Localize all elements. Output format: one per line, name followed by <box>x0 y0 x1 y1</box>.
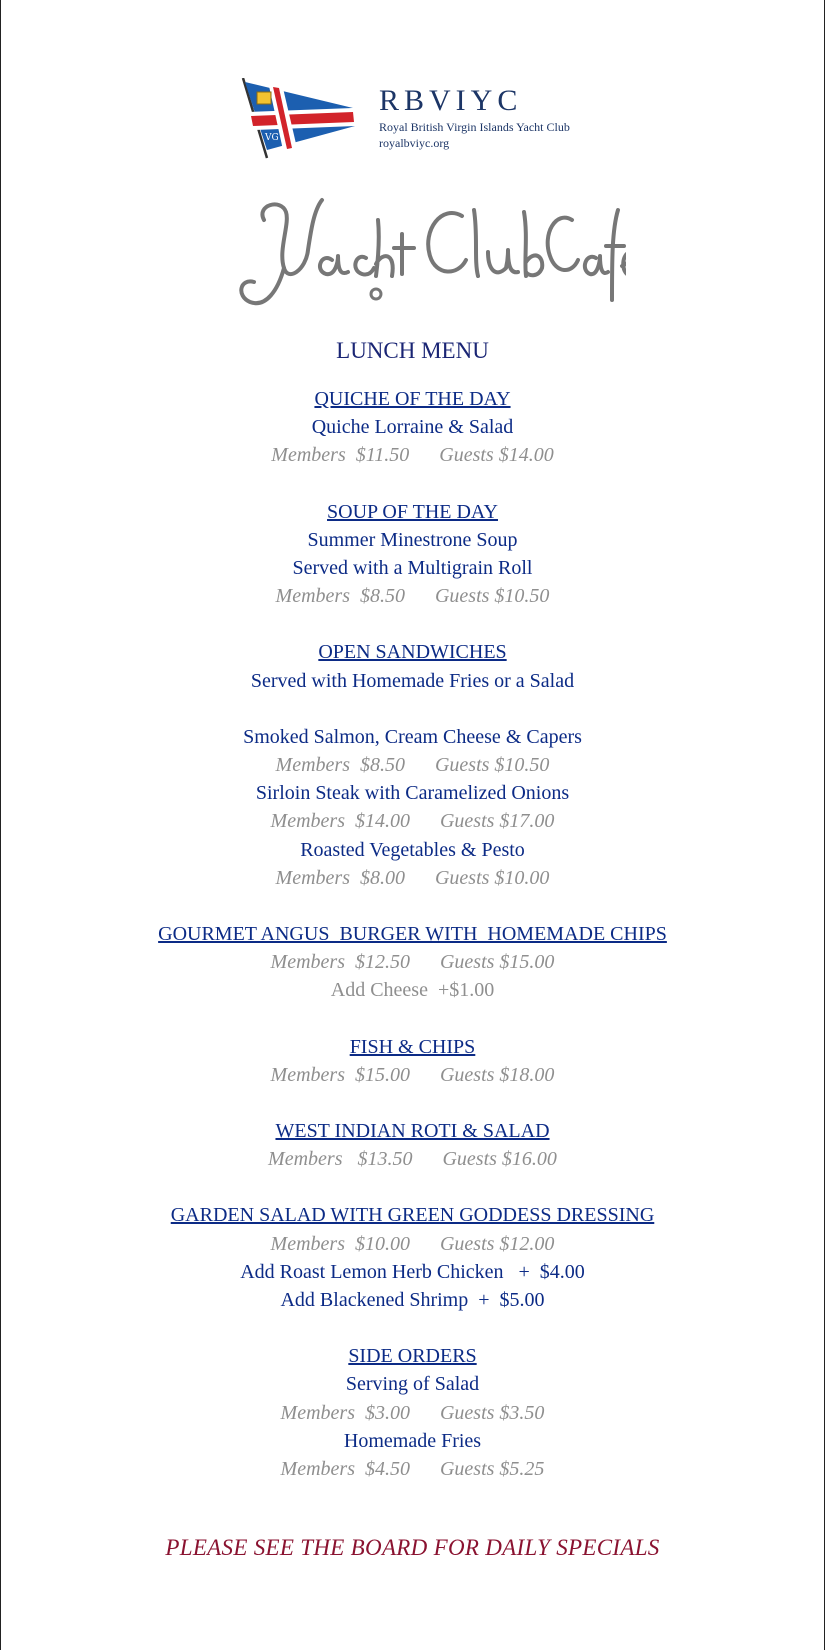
menu-item: Quiche Lorraine & Salad <box>311 416 514 439</box>
price-line <box>1 948 824 976</box>
members-price: Members $13.50 <box>268 1148 413 1171</box>
members-price: Members $14.00 <box>270 810 410 833</box>
section-sides <box>1 1342 824 1483</box>
section-subtitle: Served with Homemade Fries or a Salad <box>250 669 575 692</box>
section-heading: FISH & CHIPS <box>349 1035 476 1058</box>
club-flag-icon <box>241 78 366 160</box>
add-cheese-extra: Add Cheese +$1.00 <box>330 979 495 1002</box>
section-roti <box>1 1117 824 1173</box>
members-price: Members $8.00 <box>275 866 405 889</box>
club-logo <box>241 78 571 168</box>
price-line <box>1 441 824 469</box>
menu-item: Served with a Multigrain Roll <box>292 557 533 580</box>
menu-addon: Add Roast Lemon Herb Chicken + $4.00 <box>240 1260 585 1283</box>
section-heading: OPEN SANDWICHES <box>318 641 507 664</box>
members-price: Members $12.50 <box>270 951 410 974</box>
svg-text:VG: VG <box>265 133 279 143</box>
club-acronym: RBVIYC <box>379 84 523 117</box>
menu-addon: Add Blackened Shrimp + $5.00 <box>280 1289 545 1312</box>
section-heading: GARDEN SALAD WITH GREEN GODDESS DRESSING <box>170 1204 655 1227</box>
guests-price: Guests $10.50 <box>434 585 550 608</box>
guests-price: Guests $12.00 <box>439 1232 555 1255</box>
guests-price: Guests $16.00 <box>442 1148 557 1171</box>
guests-price: Guests $10.00 <box>434 866 550 889</box>
price-line <box>1 1145 824 1173</box>
section-heading: GOURMET ANGUS BURGER WITH HOMEMADE CHIPS <box>158 923 667 946</box>
members-price: Members $8.50 <box>275 585 405 608</box>
club-full-name: Royal British Virgin Islands Yacht Club <box>379 120 570 134</box>
menu-title: LUNCH MENU <box>336 338 489 363</box>
price-line <box>1 807 824 835</box>
members-price: Members $8.50 <box>275 754 405 777</box>
menu-item: Serving of Salad <box>345 1373 480 1396</box>
price-line <box>1 1399 824 1427</box>
lunch-menu <box>1 333 824 1483</box>
section-sandwiches <box>1 638 824 892</box>
cafe-rope-logo <box>226 190 626 315</box>
menu-item: Homemade Fries <box>343 1429 482 1452</box>
guests-price: Guests $3.50 <box>439 1401 545 1424</box>
price-line <box>1 1455 824 1483</box>
section-heading: QUICHE OF THE DAY <box>314 388 511 410</box>
guests-price: Guests $5.25 <box>439 1458 545 1481</box>
section-soup <box>1 498 824 611</box>
members-price: Members $4.50 <box>280 1458 410 1481</box>
members-price: Members $15.00 <box>270 1063 410 1086</box>
menu-item: Smoked Salmon, Cream Cheese & Capers <box>243 725 582 748</box>
menu-item: Summer Minestrone Soup <box>307 528 518 551</box>
price-line <box>1 864 824 892</box>
members-price: Members $3.00 <box>280 1401 410 1424</box>
price-line <box>1 1061 824 1089</box>
price-line <box>1 582 824 610</box>
club-website: royalbviyc.org <box>379 136 450 150</box>
members-price: Members $10.00 <box>270 1232 410 1255</box>
guests-price: Guests $17.00 <box>439 810 555 833</box>
members-price: Members $11.50 <box>271 444 410 467</box>
price-line <box>1 1230 824 1258</box>
guests-price: Guests $14.00 <box>439 444 554 467</box>
price-line <box>1 751 824 779</box>
section-heading: SOUP OF THE DAY <box>327 500 498 523</box>
section-burger <box>1 920 824 1005</box>
menu-item: Roasted Vegetables & Pesto <box>300 838 525 861</box>
guests-price: Guests $15.00 <box>439 951 555 974</box>
section-salad <box>1 1201 824 1314</box>
daily-specials-note: PLEASE SEE THE BOARD FOR DAILY SPECIALS <box>165 1535 660 1560</box>
guests-price: Guests $10.50 <box>434 754 550 777</box>
section-quiche <box>1 385 824 470</box>
section-fish <box>1 1033 824 1089</box>
section-heading: SIDE ORDERS <box>348 1345 477 1368</box>
guests-price: Guests $18.00 <box>439 1063 555 1086</box>
menu-item: Sirloin Steak with Caramelized Onions <box>255 782 570 805</box>
section-heading: WEST INDIAN ROTI & SALAD <box>275 1120 550 1143</box>
